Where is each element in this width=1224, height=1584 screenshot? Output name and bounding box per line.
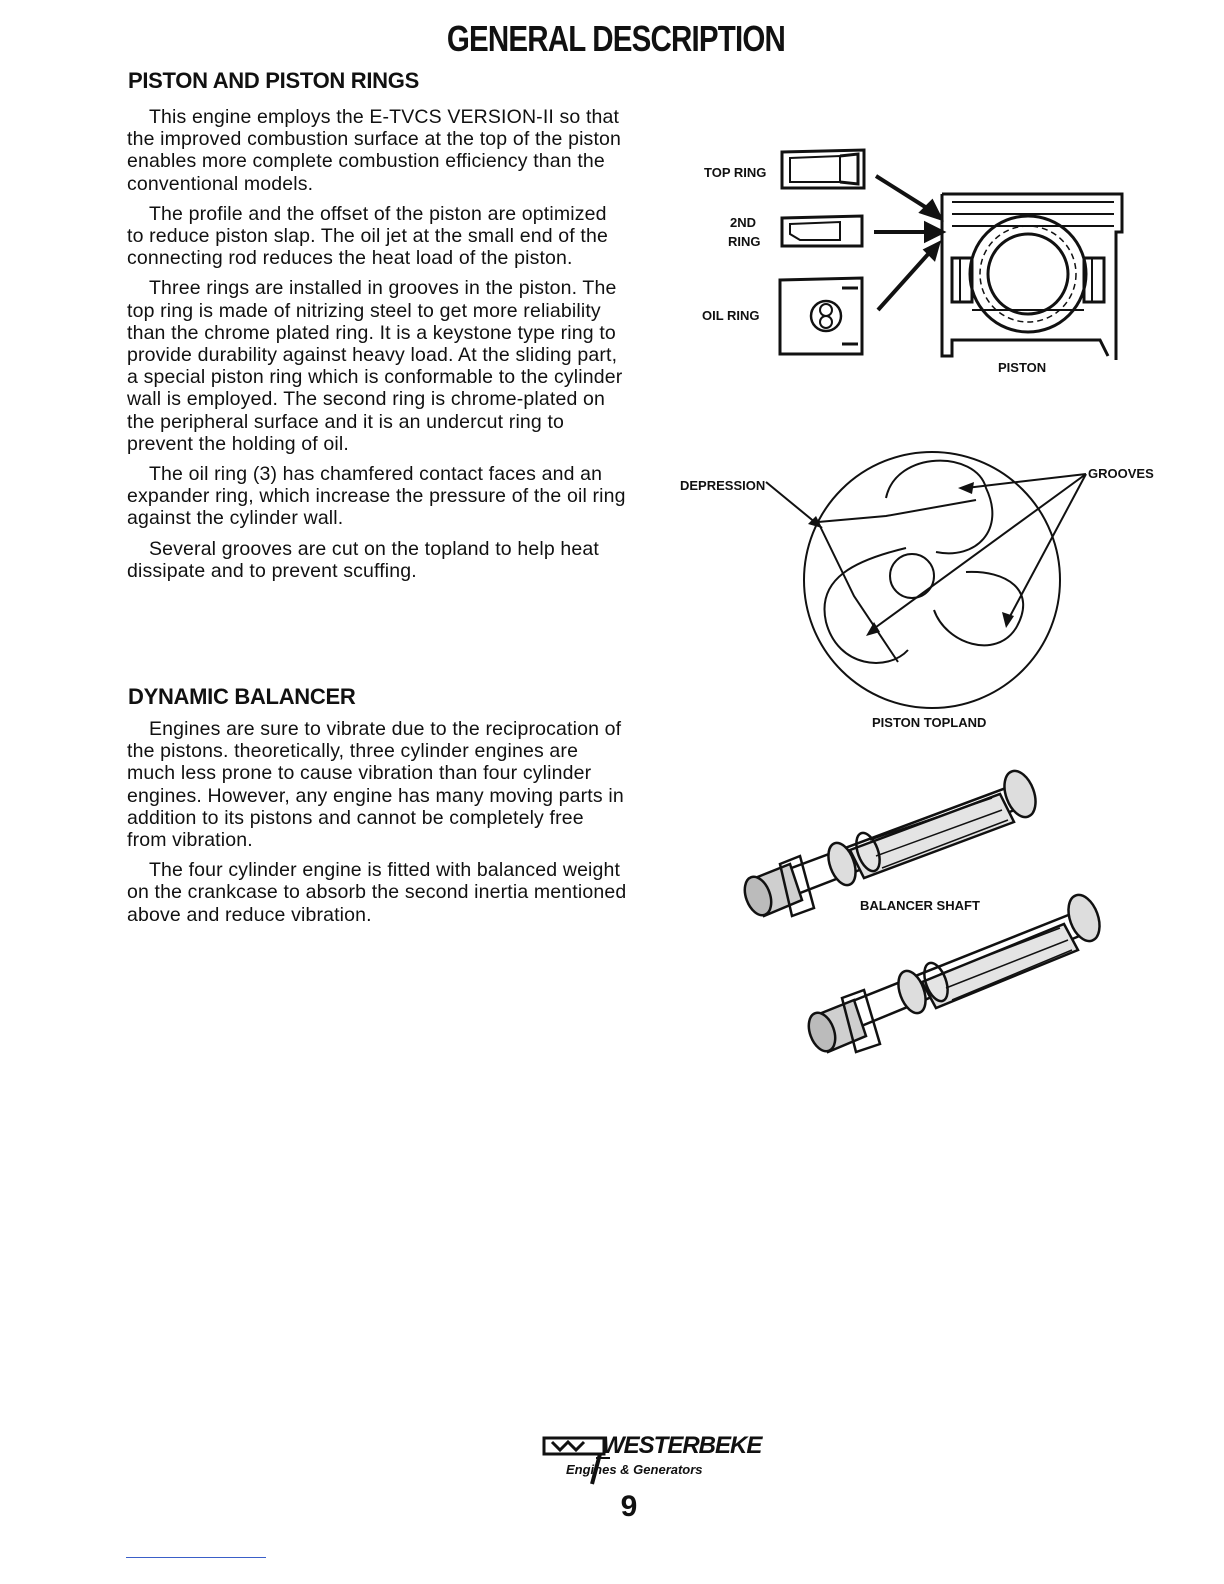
label-piston-topland: PISTON TOPLAND bbox=[872, 715, 987, 730]
oil-ring-section bbox=[780, 278, 862, 354]
piston-topland-figure bbox=[676, 440, 1176, 740]
westerbeke-logo bbox=[540, 1432, 770, 1492]
label-oil-ring: OIL RING bbox=[702, 308, 760, 323]
top-ring-section bbox=[782, 150, 864, 188]
paragraph: The four cylinder engine is fitted with balanced weight on the crankcase to absorb the second inertia mentioned above and reduce vibration. bbox=[127, 859, 627, 926]
balancer-shaft-figure bbox=[730, 760, 1150, 1060]
label-2nd-ring-line1: 2ND bbox=[730, 215, 757, 230]
label-top-ring: TOP RING bbox=[704, 165, 767, 180]
label-balancer-shaft: BALANCER SHAFT bbox=[860, 898, 980, 913]
balancer-shaft-1 bbox=[740, 767, 1041, 919]
label-2nd-ring-line2: RING bbox=[728, 234, 761, 249]
page-title: GENERAL DESCRIPTION bbox=[446, 18, 786, 59]
ring-arrows bbox=[874, 176, 942, 310]
paragraph: Several grooves are cut on the topland to help heat dissipate and to prevent scuffing. bbox=[127, 537, 599, 582]
balancer-shaft-2 bbox=[804, 891, 1105, 1055]
paragraph: The profile and the offset of the piston are optimized to reduce piston slap. The oil jet at the small end of the connecting rod reduces the heat load of the piston. bbox=[127, 202, 608, 270]
topland-arrowheads bbox=[808, 482, 1014, 636]
piston-body bbox=[942, 194, 1122, 360]
logo-mark-icon bbox=[540, 1432, 610, 1488]
label-grooves: GROOVES bbox=[1088, 466, 1154, 481]
topland-drawing bbox=[766, 452, 1086, 708]
section-heading-piston: PISTON AND PISTON RINGS bbox=[128, 68, 419, 93]
paragraph: The oil ring (3) has chamfered contact faces and an expander ring, which increase the pressure of the oil ring against the cylinder wall. bbox=[127, 463, 626, 530]
label-depression: DEPRESSION bbox=[680, 478, 766, 493]
paragraph: This engine employs the E-TVCS VERSION-II so that the improved combustion surface at the top of the piston enables more complete combustion efficiency than the conventional models. bbox=[127, 106, 622, 195]
paragraph: Engines are sure to vibrate due to the reciprocation of the pistons. theoretically, three cylinder engines are much less prone to cause vibration than four cylinder engines. However, any engine has many moving parts in addition to its pistons and cannot be completely free from vibration. bbox=[127, 718, 624, 852]
balancer-text bbox=[127, 718, 627, 934]
label-piston: PISTON bbox=[998, 360, 1047, 375]
logo-brand: WESTERBEKE bbox=[602, 1432, 762, 1459]
bottom-rule bbox=[126, 1557, 266, 1558]
piston-rings-figure bbox=[690, 140, 1140, 380]
page-number: 9 bbox=[620, 1490, 638, 1523]
piston-text bbox=[127, 106, 627, 590]
second-ring-section bbox=[782, 216, 862, 246]
paragraph: Three rings are installed in grooves in the piston. The top ring is made of nitrizing steel to get more reliability than the chrome plated ring. It is a keystone type ring to provide durability against heavy load. At the sliding part, a special piston ring which is conformable to the cylinder wall is employed. The second ring is chrome-plated on the peripheral surface and it is an undercut ring to prevent the holding of oil. bbox=[127, 277, 623, 455]
logo-tagline: Engines & Generators bbox=[566, 1462, 703, 1477]
section-heading-balancer: DYNAMIC BALANCER bbox=[128, 684, 356, 709]
